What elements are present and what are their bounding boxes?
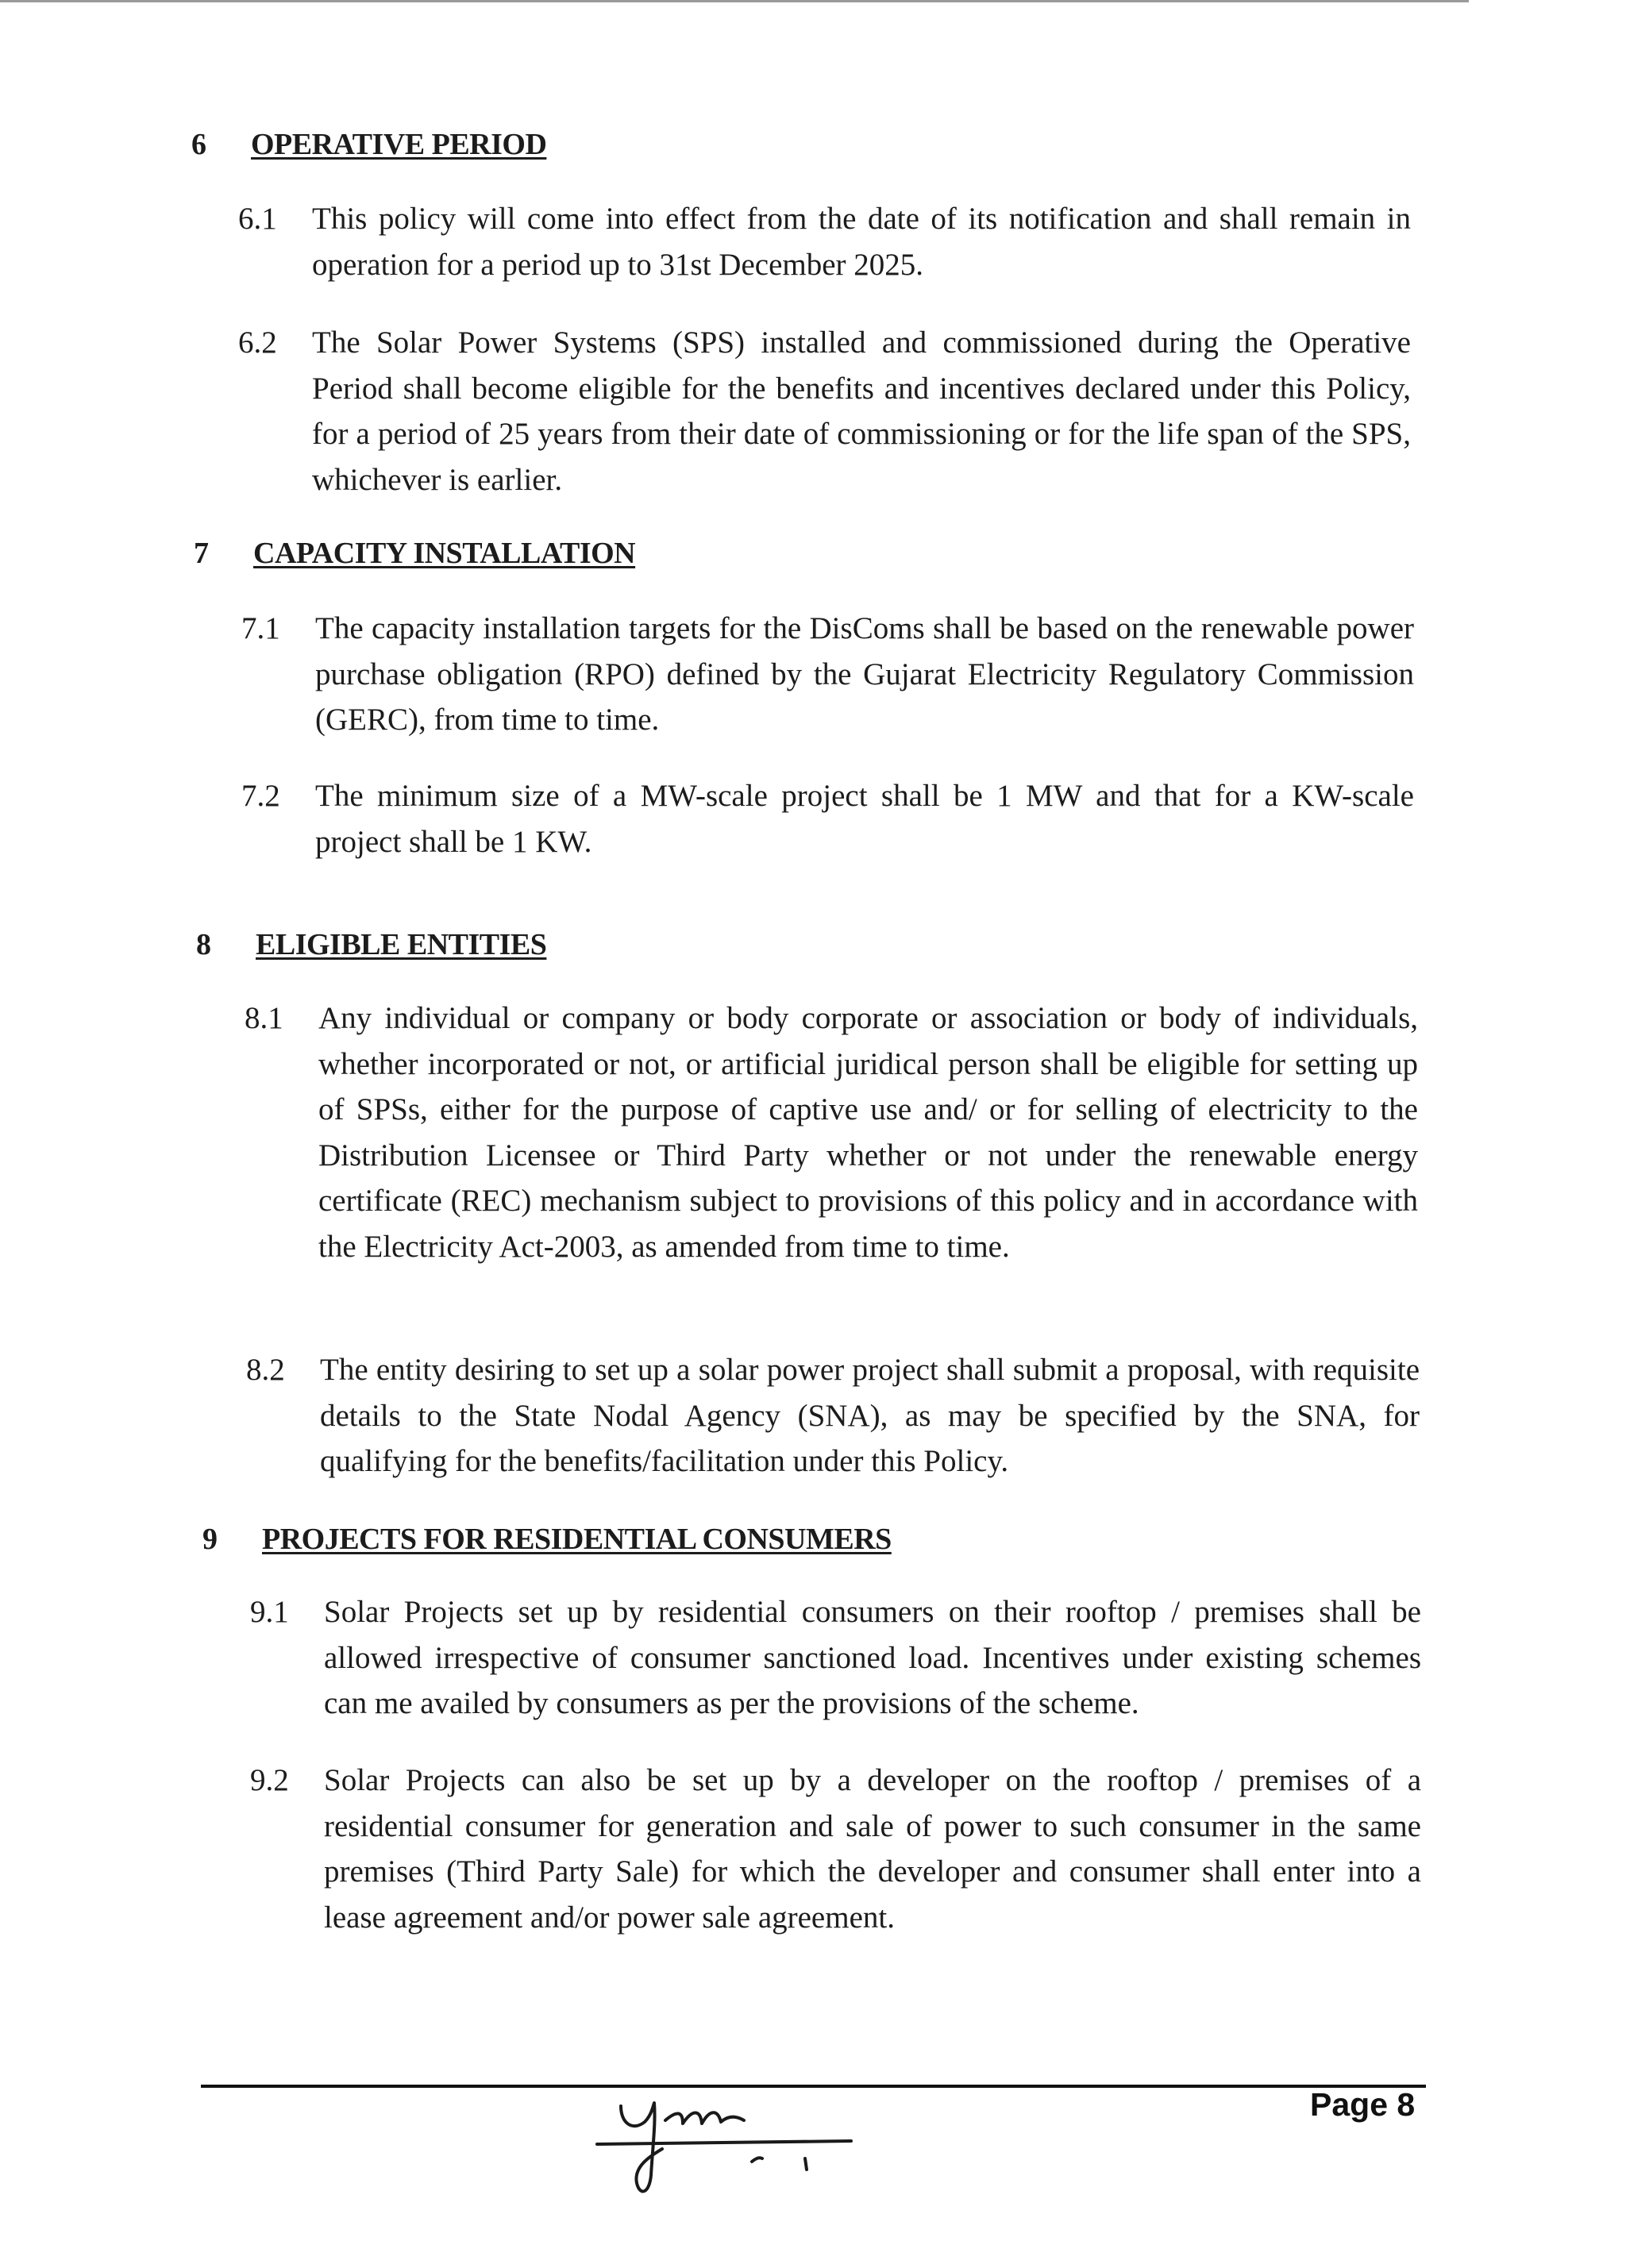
handwritten-signature (589, 2092, 859, 2211)
page-number: Page 8 (1310, 2086, 1416, 2123)
footer-rule (201, 2085, 1426, 2088)
clause-number: 9.2 (250, 1763, 289, 1797)
clause-6-2 (238, 320, 1411, 503)
section-number: 8 (196, 928, 211, 961)
clause-text: Solar Projects set up by residential consumers on their rooftop / premises shall be allowed irrespective of consumer sanctioned load. Incentives under existing schemes can me availed by consumers as per the provisions of the scheme. (324, 1595, 1421, 1720)
clause-number: 8.1 (245, 1001, 283, 1035)
clause-7-1 (241, 606, 1414, 743)
section-title: ELIGIBLE ENTITIES (256, 928, 547, 961)
clause-text: The capacity installation targets for the DisComs shall be based on the renewable power purchase obligation (RPO) defined by the Gujarat Electricity Regulatory Commission (GERC), from time to time. (315, 611, 1414, 737)
clause-8-1 (245, 995, 1418, 1269)
clause-6-1 (238, 196, 1411, 287)
clause-text: Any individual or company or body corporate or association or body of individuals, whether incorporated or not, or artificial juridical person shall be eligible for setting up of SPSs, either for the purpose of captive use and/ or for selling of electricity to the Distribution Licensee or Third Party whether or not under the renewable energy certificate (REC) mechanism subject to provisions of this policy and in accordance with the Electricity Act-2003, as amended from time to time. (318, 1001, 1418, 1264)
clause-9-2 (250, 1758, 1421, 1940)
section-9-heading (202, 1522, 892, 1557)
clause-text: Solar Projects can also be set up by a developer on the rooftop / premises of a residential consumer for generation and sale of power to such consumer in the same premises (Third Party Sale) for which the developer and consumer shall enter into a lease agreement and/or power sale agreement. (324, 1763, 1421, 1935)
clause-number: 7.1 (241, 611, 280, 645)
section-number: 7 (194, 537, 209, 570)
section-6-heading (191, 127, 546, 162)
section-title: PROJECTS FOR RESIDENTIAL CONSUMERS (262, 1523, 892, 1556)
clause-text: The entity desiring to set up a solar power project shall submit a proposal, with requisite details to the State Nodal Agency (SNA), as may be specified by the SNA, for qualifying for the benefits/facilitation under this Policy. (320, 1353, 1420, 1478)
section-8-heading (196, 927, 546, 962)
clause-text: The minimum size of a MW-scale project shall be 1 MW and that for a KW-scale project shall be 1 KW. (315, 779, 1414, 859)
section-7-heading (194, 536, 635, 571)
clause-7-2 (241, 773, 1414, 864)
clause-number: 6.1 (238, 202, 277, 236)
clause-text: This policy will come into effect from the date of its notification and shall remain in operation for a period up to 31st December 2025. (312, 202, 1411, 282)
top-edge-rule (0, 0, 1469, 2)
clause-number: 8.2 (246, 1353, 285, 1387)
section-number: 9 (202, 1523, 218, 1556)
section-title: CAPACITY INSTALLATION (253, 537, 636, 570)
section-number: 6 (191, 128, 206, 161)
clause-number: 9.1 (250, 1595, 289, 1629)
section-title: OPERATIVE PERIOD (251, 128, 547, 161)
clause-9-1 (250, 1589, 1421, 1727)
clause-text: The Solar Power Systems (SPS) installed and commissioned during the Operative Period shall become eligible for the benefits and incentives declared under this Policy, for a period of 25 years from their date of commissioning or for the life span of the SPS, whichever is earlier. (312, 325, 1411, 497)
clause-number: 6.2 (238, 325, 277, 360)
clause-8-2 (246, 1347, 1420, 1484)
clause-number: 7.2 (241, 779, 280, 813)
